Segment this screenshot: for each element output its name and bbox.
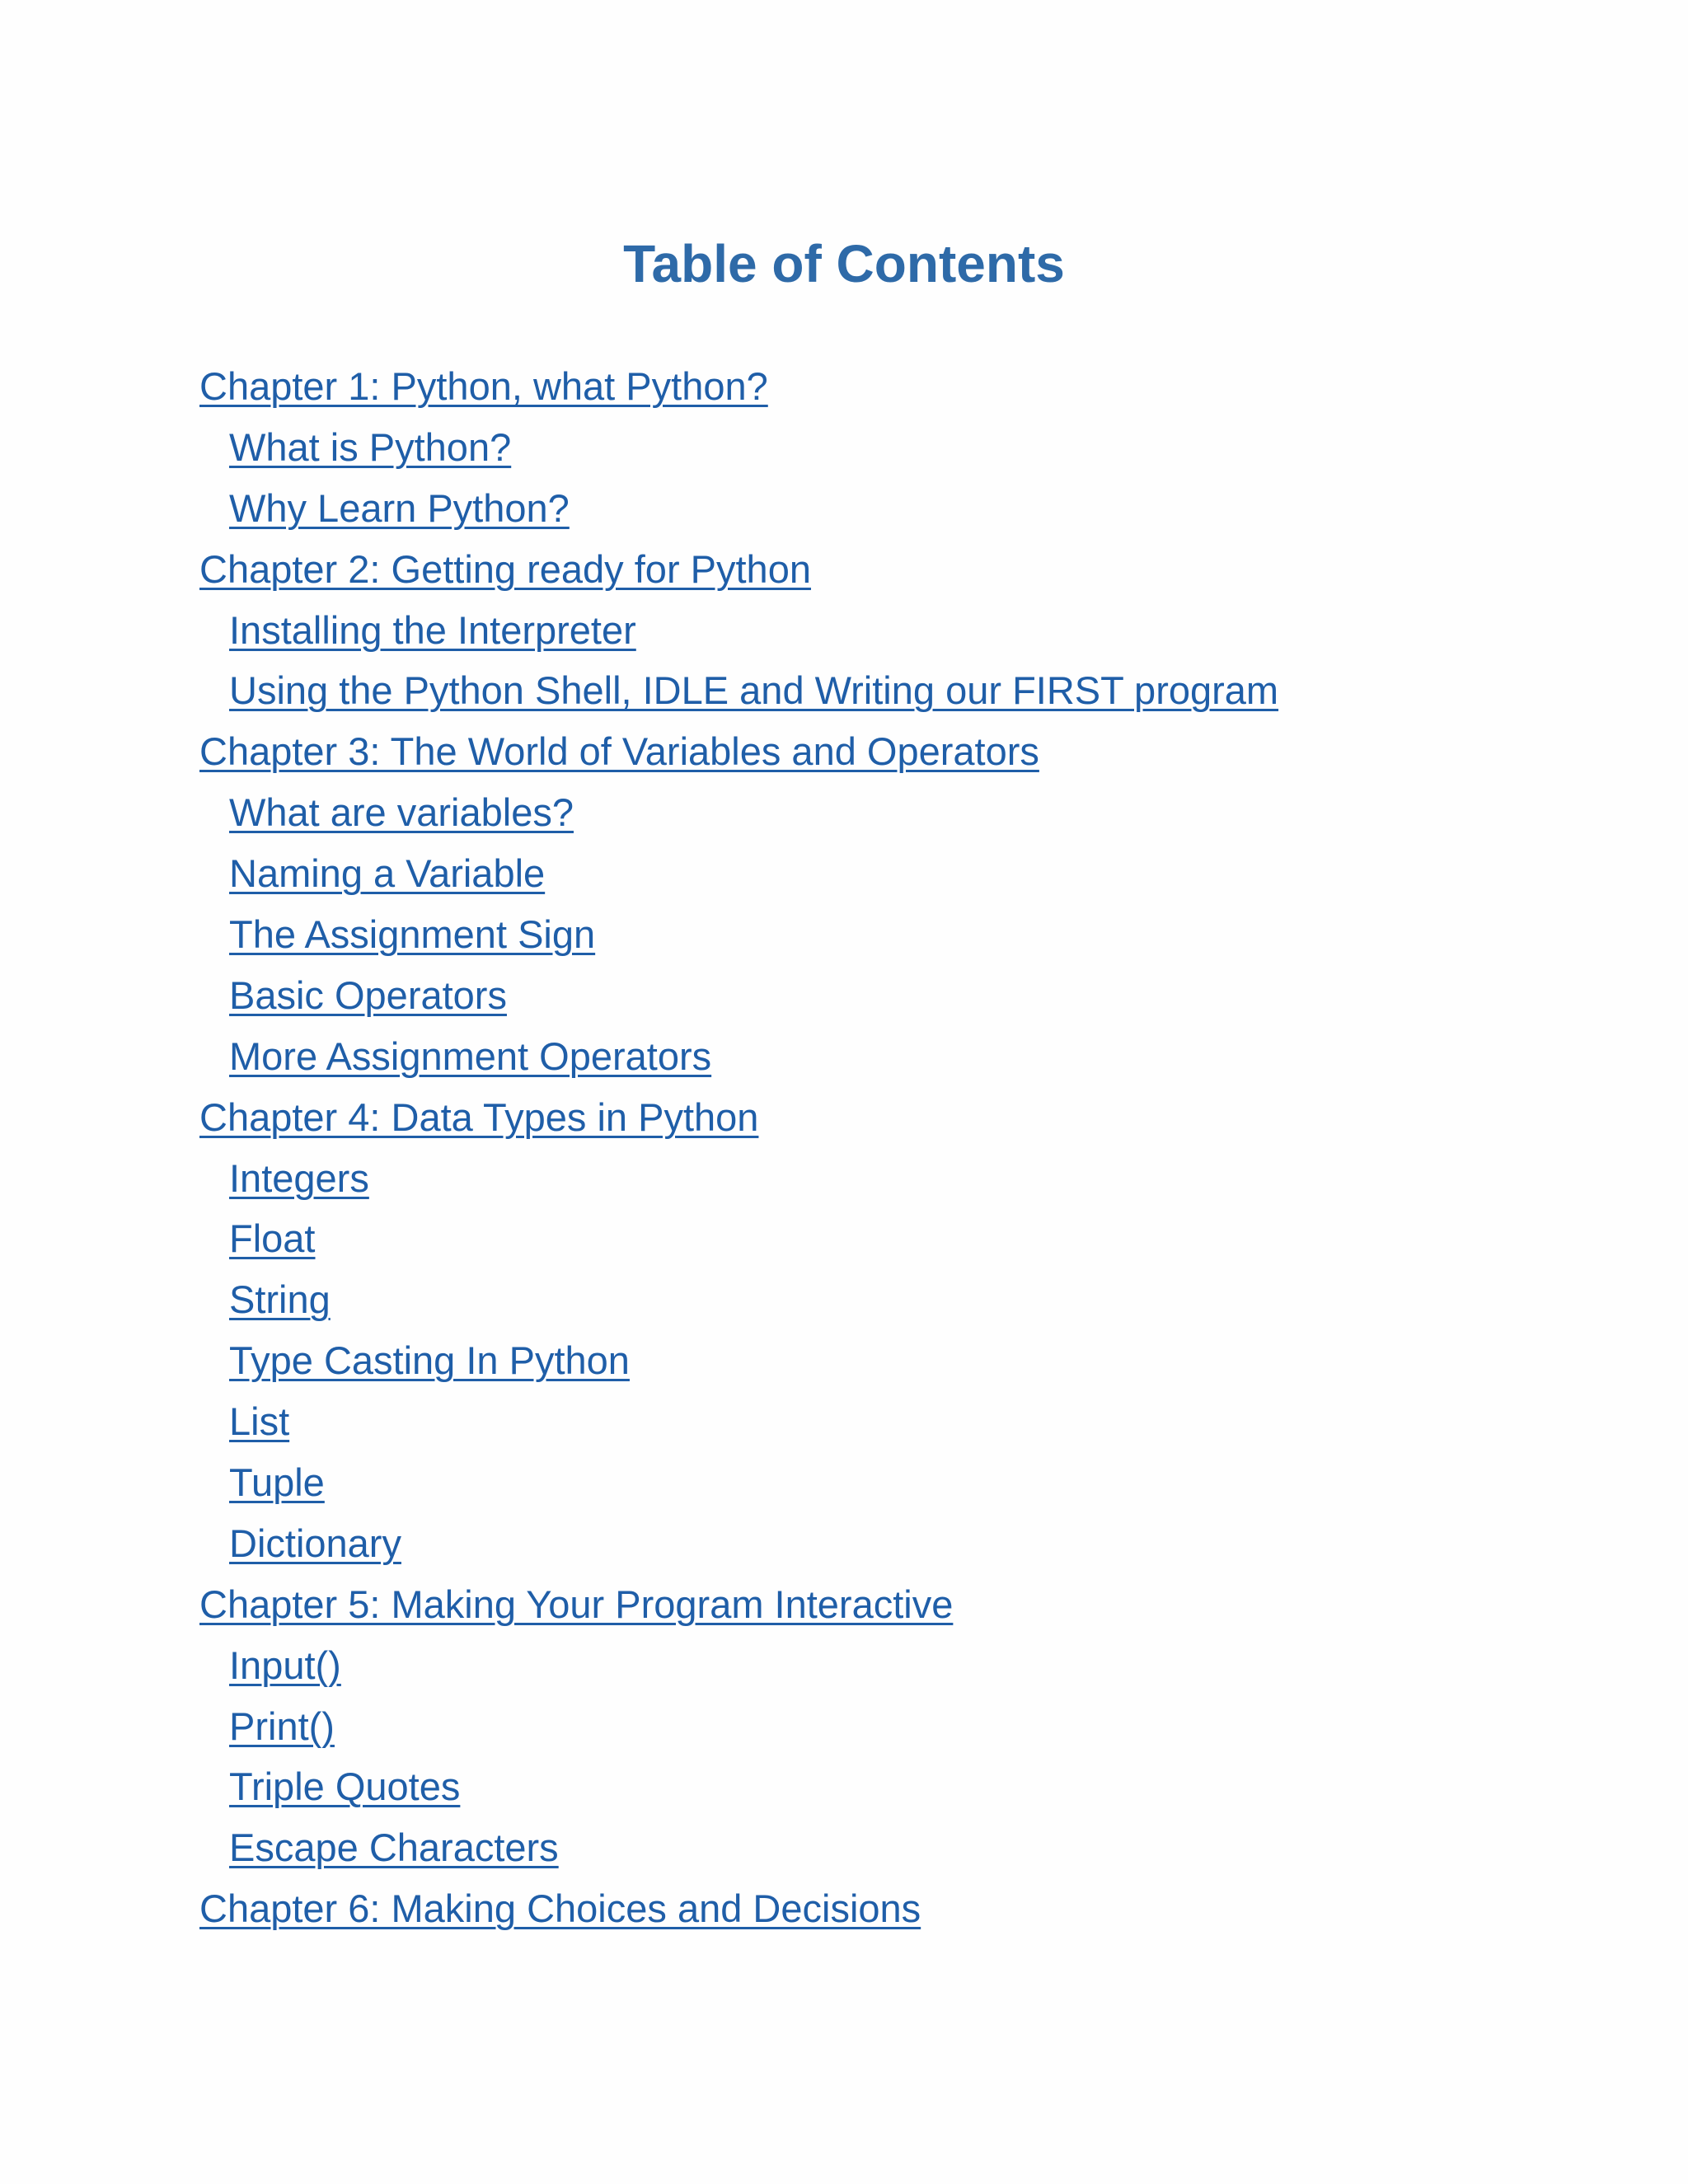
toc-section-link[interactable]: Naming a Variable (229, 851, 546, 896)
toc-section-link[interactable]: Tuple (229, 1460, 325, 1505)
toc-section-link[interactable]: Dictionary (229, 1521, 401, 1565)
toc-section-entry (199, 1026, 1278, 1087)
toc-section-link[interactable]: What are variables? (229, 790, 574, 835)
toc-chapter-link[interactable]: Chapter 5: Making Your Program Interactive (199, 1582, 954, 1626)
toc-section-entry (199, 417, 1278, 478)
toc-section-entry (199, 843, 1278, 904)
toc-section-entry (199, 478, 1278, 539)
toc-section-link[interactable]: Why Learn Python? (229, 485, 570, 530)
toc-chapter-entry (199, 721, 1278, 782)
toc-section-link[interactable]: Basic Operators (229, 972, 507, 1017)
toc-chapter-entry (199, 356, 1278, 417)
toc-section-link[interactable]: Escape Characters (229, 1825, 559, 1870)
toc-title: Table of Contents (623, 234, 1065, 293)
toc-chapter-entry (199, 539, 1278, 600)
toc-section-entry (199, 1756, 1278, 1817)
toc-section-link[interactable]: What is Python? (229, 424, 512, 469)
toc-section-entry (199, 904, 1278, 965)
toc-section-link[interactable]: The Assignment Sign (229, 912, 596, 957)
toc-chapter-entry (199, 1878, 1278, 1939)
toc-section-link[interactable]: Integers (229, 1155, 369, 1200)
toc-section-link[interactable]: Using the Python Shell, IDLE and Writing our FIRST program (229, 668, 1279, 713)
toc-list (199, 356, 1278, 1939)
toc-section-entry (199, 660, 1278, 721)
toc-section-entry (199, 1696, 1278, 1757)
toc-section-entry (199, 1391, 1278, 1452)
toc-section-link[interactable]: Type Casting In Python (229, 1338, 630, 1383)
toc-section-entry (199, 782, 1278, 843)
toc-section-link[interactable]: More Assignment Operators (229, 1033, 712, 1078)
toc-section-link[interactable]: Input() (229, 1643, 341, 1687)
toc-section-link[interactable]: String (229, 1277, 331, 1322)
toc-section-entry (199, 1513, 1278, 1574)
toc-section-entry (199, 600, 1278, 661)
toc-section-entry (199, 1635, 1278, 1696)
toc-section-link[interactable]: Print() (229, 1704, 335, 1748)
toc-section-entry (199, 1452, 1278, 1513)
toc-section-entry (199, 1330, 1278, 1391)
toc-section-entry (199, 1208, 1278, 1269)
toc-chapter-link[interactable]: Chapter 4: Data Types in Python (199, 1094, 759, 1139)
toc-section-link[interactable]: Triple Quotes (229, 1765, 461, 1809)
toc-section-link[interactable]: Installing the Interpreter (229, 607, 636, 652)
toc-chapter-link[interactable]: Chapter 6: Making Choices and Decisions (199, 1886, 921, 1931)
toc-section-entry (199, 1148, 1278, 1209)
toc-section-entry (199, 1269, 1278, 1330)
toc-section-link[interactable]: List (229, 1399, 290, 1444)
toc-chapter-entry (199, 1087, 1278, 1148)
toc-section-link[interactable]: Float (229, 1216, 316, 1261)
toc-section-entry (199, 1817, 1278, 1878)
toc-chapter-link[interactable]: Chapter 1: Python, what Python? (199, 364, 768, 408)
toc-chapter-link[interactable]: Chapter 2: Getting ready for Python (199, 546, 811, 591)
toc-section-entry (199, 965, 1278, 1026)
toc-chapter-link[interactable]: Chapter 3: The World of Variables and Operators (199, 729, 1039, 774)
toc-chapter-entry (199, 1574, 1278, 1635)
